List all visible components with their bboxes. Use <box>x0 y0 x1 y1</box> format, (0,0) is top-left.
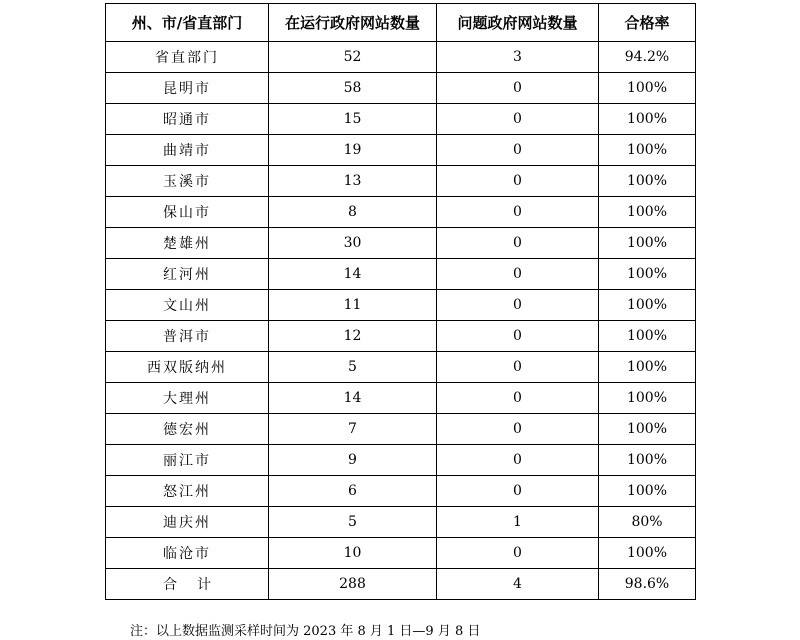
table-row <box>106 135 696 166</box>
cell-pass-rate: 80% <box>599 507 696 538</box>
cell-region: 丽江市 <box>106 445 269 476</box>
header-problem-sites: 问题政府网站数量 <box>437 4 599 42</box>
cell-running-sites: 19 <box>269 135 437 166</box>
cell-running-sites: 52 <box>269 42 437 73</box>
header-region: 州、市/省直部门 <box>106 4 269 42</box>
cell-running-sites: 14 <box>269 383 437 414</box>
cell-region: 德宏州 <box>106 414 269 445</box>
cell-region: 楚雄州 <box>106 228 269 259</box>
cell-pass-rate: 100% <box>599 290 696 321</box>
cell-problem-sites: 0 <box>437 166 599 197</box>
cell-pass-rate: 100% <box>599 538 696 569</box>
cell-problem-sites: 0 <box>437 290 599 321</box>
cell-pass-rate: 100% <box>599 73 696 104</box>
cell-region: 昭通市 <box>106 104 269 135</box>
cell-problem-sites: 0 <box>437 73 599 104</box>
cell-pass-rate: 100% <box>599 414 696 445</box>
cell-pass-rate: 100% <box>599 259 696 290</box>
cell-pass-rate: 98.6% <box>599 569 696 600</box>
table-row <box>106 507 696 538</box>
cell-region: 文山州 <box>106 290 269 321</box>
table-row <box>106 290 696 321</box>
cell-running-sites: 7 <box>269 414 437 445</box>
cell-region: 大理州 <box>106 383 269 414</box>
cell-problem-sites: 0 <box>437 538 599 569</box>
cell-pass-rate: 100% <box>599 135 696 166</box>
cell-running-sites: 12 <box>269 321 437 352</box>
table-row <box>106 321 696 352</box>
table-body <box>106 42 696 600</box>
table-row <box>106 259 696 290</box>
cell-running-sites: 11 <box>269 290 437 321</box>
cell-problem-sites: 4 <box>437 569 599 600</box>
cell-region: 红河州 <box>106 259 269 290</box>
cell-problem-sites: 0 <box>437 445 599 476</box>
cell-pass-rate: 100% <box>599 383 696 414</box>
table-row <box>106 383 696 414</box>
cell-region: 玉溪市 <box>106 166 269 197</box>
cell-problem-sites: 1 <box>437 507 599 538</box>
cell-running-sites: 5 <box>269 507 437 538</box>
cell-problem-sites: 0 <box>437 259 599 290</box>
cell-pass-rate: 94.2% <box>599 42 696 73</box>
cell-region: 迪庆州 <box>106 507 269 538</box>
cell-pass-rate: 100% <box>599 321 696 352</box>
table-row <box>106 42 696 73</box>
cell-pass-rate: 100% <box>599 352 696 383</box>
cell-pass-rate: 100% <box>599 445 696 476</box>
table-row <box>106 166 696 197</box>
cell-pass-rate: 100% <box>599 104 696 135</box>
table-total-row <box>106 569 696 600</box>
cell-region: 曲靖市 <box>106 135 269 166</box>
cell-problem-sites: 0 <box>437 321 599 352</box>
cell-pass-rate: 100% <box>599 228 696 259</box>
cell-problem-sites: 0 <box>437 476 599 507</box>
cell-running-sites: 6 <box>269 476 437 507</box>
cell-region: 西双版纳州 <box>106 352 269 383</box>
cell-pass-rate: 100% <box>599 166 696 197</box>
cell-running-sites: 5 <box>269 352 437 383</box>
cell-region: 保山市 <box>106 197 269 228</box>
footnote: 注：以上数据监测采样时间为 2023 年 8 月 1 日—9 月 8 日 <box>130 624 481 639</box>
table-row <box>106 104 696 135</box>
cell-region: 普洱市 <box>106 321 269 352</box>
cell-problem-sites: 0 <box>437 135 599 166</box>
cell-running-sites: 13 <box>269 166 437 197</box>
cell-region: 合计 <box>106 569 269 600</box>
cell-running-sites: 288 <box>269 569 437 600</box>
cell-problem-sites: 0 <box>437 197 599 228</box>
cell-problem-sites: 3 <box>437 42 599 73</box>
cell-region: 怒江州 <box>106 476 269 507</box>
table-row <box>106 228 696 259</box>
table-row <box>106 538 696 569</box>
cell-pass-rate: 100% <box>599 476 696 507</box>
cell-problem-sites: 0 <box>437 228 599 259</box>
cell-running-sites: 15 <box>269 104 437 135</box>
cell-pass-rate: 100% <box>599 197 696 228</box>
cell-running-sites: 14 <box>269 259 437 290</box>
table-row <box>106 445 696 476</box>
table-row <box>106 73 696 104</box>
table-row <box>106 197 696 228</box>
cell-problem-sites: 0 <box>437 414 599 445</box>
cell-problem-sites: 0 <box>437 352 599 383</box>
cell-running-sites: 9 <box>269 445 437 476</box>
table-header-row <box>106 4 696 42</box>
table-row <box>106 352 696 383</box>
cell-running-sites: 58 <box>269 73 437 104</box>
cell-region: 省直部门 <box>106 42 269 73</box>
cell-running-sites: 8 <box>269 197 437 228</box>
cell-running-sites: 30 <box>269 228 437 259</box>
cell-region: 昆明市 <box>106 73 269 104</box>
cell-problem-sites: 0 <box>437 104 599 135</box>
header-pass-rate: 合格率 <box>599 4 696 42</box>
cell-region: 临沧市 <box>106 538 269 569</box>
header-running-sites: 在运行政府网站数量 <box>269 4 437 42</box>
website-stats-table <box>105 3 696 600</box>
table-row <box>106 476 696 507</box>
cell-running-sites: 10 <box>269 538 437 569</box>
table-row <box>106 414 696 445</box>
cell-problem-sites: 0 <box>437 383 599 414</box>
